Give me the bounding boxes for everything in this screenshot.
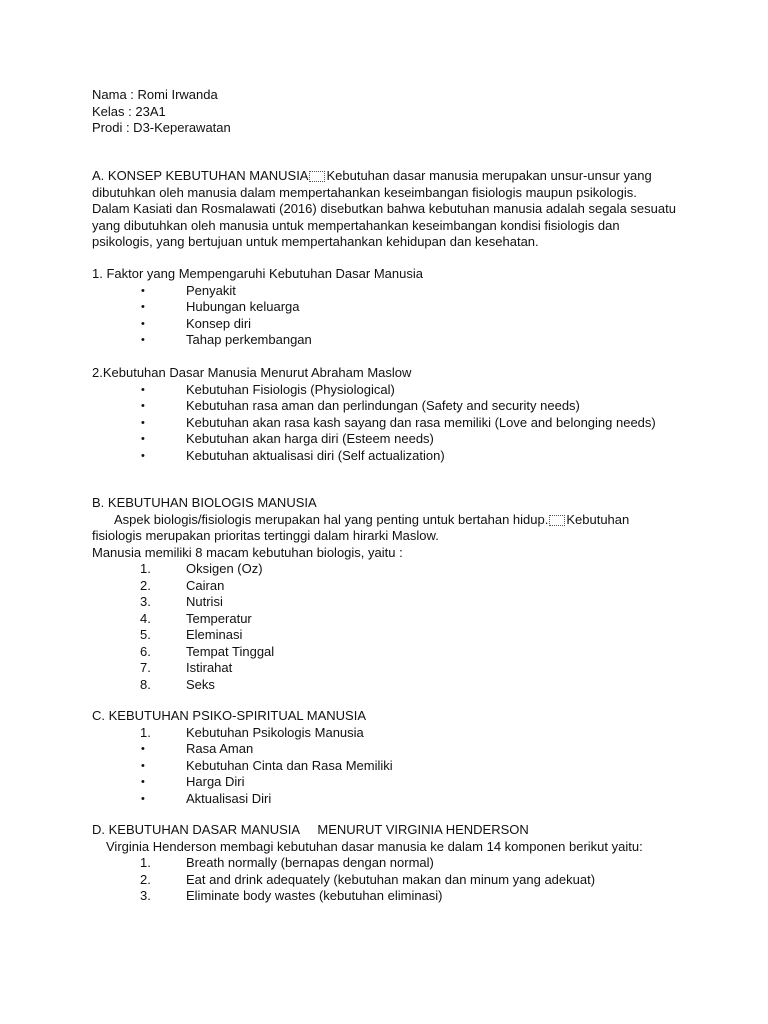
section-b <box>92 495 692 693</box>
list-number: 1. <box>140 724 151 740</box>
faktor-title: 1. Faktor yang Mempengaruhi Kebutuhan Dasar Manusia <box>92 266 423 281</box>
list-item <box>92 855 692 872</box>
bullet-icon: • <box>141 759 145 772</box>
section-a-line: Dalam Kasiati dan Rosmalawati (2016) disebutkan bahwa kebutuhan manusia adalah segala sesuatu <box>92 201 676 216</box>
bullet-icon: • <box>141 400 145 412</box>
section-b-heading: B. KEBUTUHAN BIOLOGIS MANUSIA <box>92 495 317 510</box>
bullet-icon: • <box>141 301 145 313</box>
list-item-text: Nutrisi <box>186 594 223 609</box>
list-number: 2. <box>140 577 151 593</box>
bullet-icon: • <box>141 284 145 297</box>
faktor-section <box>92 266 692 349</box>
list-item-text: Kebutuhan aktualisasi diri (Self actualization) <box>186 447 445 463</box>
list-number: 1. <box>140 855 151 870</box>
bullet-icon: • <box>141 334 145 346</box>
bullet-icon: • <box>141 433 145 445</box>
list-item <box>92 677 692 694</box>
list-item-text: Kebutuhan akan rasa kash sayang dan rasa memiliki (Love and belonging needs) <box>186 414 656 430</box>
bullet-icon: • <box>141 776 145 788</box>
list-item-text: Rasa Aman <box>186 741 254 756</box>
list-item <box>92 561 692 578</box>
section-a-line: dibutuhkan oleh manusia dalam mempertahankan keseimbangan fisiologis maupun psikologis. <box>92 184 637 200</box>
list-number: 3. <box>140 594 151 609</box>
list-item-text: Eleminasi <box>186 627 243 642</box>
list-item-text: Eliminate body wastes (kebutuhan eliminasi) <box>186 888 443 903</box>
list-item <box>92 725 692 742</box>
list-item <box>92 415 692 432</box>
list-item-text: Harga Diri <box>186 774 245 789</box>
list-item-text: Istirahat <box>186 660 233 675</box>
list-item-text: Konsep diri <box>186 315 252 331</box>
list-item <box>92 660 692 677</box>
list-item-text: Kebutuhan Psikologis Manusia <box>186 724 364 740</box>
list-item-text: Penyakit <box>186 282 236 298</box>
bullet-icon: • <box>141 792 145 805</box>
list-number: 3. <box>140 888 151 903</box>
list-item-text: Tahap perkembangan <box>186 332 312 347</box>
section-a-first-line <box>92 168 692 185</box>
list-item <box>92 398 692 415</box>
list-item <box>92 758 692 775</box>
list-item-text: Hubungan keluarga <box>186 299 300 314</box>
list-number: 2. <box>140 871 151 887</box>
list-item-text: Kebutuhan Fisiologis (Physiological) <box>186 381 395 397</box>
section-d <box>92 822 692 905</box>
section-b-intro: Manusia memiliki 8 macam kebutuhan biologis, yaitu : <box>92 544 403 560</box>
bullet-icon: • <box>141 743 145 755</box>
list-item-text: Seks <box>186 676 215 692</box>
list-item-text: Eat and drink adequately (kebutuhan makan dan minum yang adekuat) <box>186 871 596 887</box>
list-item <box>92 644 692 661</box>
student-name: Nama : Romi Irwanda <box>92 87 218 102</box>
separator-glyph-icon <box>309 171 325 182</box>
bullet-icon: • <box>141 416 145 429</box>
list-item <box>92 382 692 399</box>
section-a-heading: A. KONSEP KEBUTUHAN MANUSIA <box>92 168 309 183</box>
list-number: 5. <box>140 627 151 642</box>
list-number: 1. <box>140 561 151 576</box>
section-a-line: Kebutuhan dasar manusia merupakan unsur-unsur yang <box>326 168 652 183</box>
section-d-heading: D. KEBUTUHAN DASAR MANUSIA MENURUT VIRGINIA HENDERSON <box>92 822 529 837</box>
bullet-icon: • <box>141 383 145 396</box>
section-a <box>92 168 692 251</box>
list-item-text: Breath normally (bernapas dengan normal) <box>186 855 434 870</box>
list-item <box>92 578 692 595</box>
list-item <box>92 448 692 465</box>
list-item <box>92 431 692 448</box>
list-item-text: Kebutuhan rasa aman dan perlindungan (Safety and security needs) <box>186 398 580 413</box>
list-item <box>92 316 692 333</box>
student-info <box>92 87 692 137</box>
list-item-text: Oksigen (Oz) <box>186 561 263 576</box>
list-item-text: Kebutuhan akan harga diri (Esteem needs) <box>186 431 434 446</box>
list-number: 8. <box>140 676 151 692</box>
list-item-text: Tempat Tinggal <box>186 643 275 659</box>
section-a-line: psikologis, yang bertujuan untuk mempertahankan kehidupan dan kesehatan. <box>92 234 539 249</box>
list-item <box>92 594 692 611</box>
separator-glyph-icon <box>549 515 565 526</box>
list-item <box>92 872 692 889</box>
bullet-icon: • <box>141 449 145 462</box>
list-item-text: Aktualisasi Diri <box>186 790 272 806</box>
section-b-text: Kebutuhan <box>566 511 630 527</box>
maslow-section <box>92 365 692 464</box>
section-b-paragraph-line: fisiologis merupakan prioritas tertinggi dalam hirarki Maslow. <box>92 528 439 543</box>
section-d-intro: Virginia Henderson membagi kebutuhan dasar manusia ke dalam 14 komponen berikut yaitu: <box>106 838 643 854</box>
list-item <box>92 741 692 758</box>
list-number: 7. <box>140 660 151 675</box>
list-item <box>92 332 692 349</box>
maslow-title: 2.Kebutuhan Dasar Manusia Menurut Abraham Maslow <box>92 365 412 380</box>
student-class: Kelas : 23A1 <box>92 103 166 119</box>
list-item <box>92 888 692 905</box>
list-item <box>92 283 692 300</box>
section-b-text: Aspek biologis/fisiologis merupakan hal yang penting untuk bertahan hidup. <box>114 511 549 527</box>
section-b-paragraph-line <box>92 512 692 529</box>
list-item-text: Kebutuhan Cinta dan Rasa Memiliki <box>186 757 393 773</box>
list-item-text: Temperatur <box>186 610 252 626</box>
list-item <box>92 299 692 316</box>
study-program: Prodi : D3-Keperawatan <box>92 120 231 135</box>
list-item <box>92 791 692 808</box>
list-item <box>92 774 692 791</box>
bullet-icon: • <box>141 317 145 330</box>
section-c-heading: C. KEBUTUHAN PSIKO-SPIRITUAL MANUSIA <box>92 708 367 723</box>
list-item-text: Cairan <box>186 577 225 593</box>
list-number: 6. <box>140 643 151 659</box>
list-number: 4. <box>140 610 151 626</box>
list-item <box>92 611 692 628</box>
list-item <box>92 627 692 644</box>
section-a-line: yang dibutuhkan oleh manusia untuk mempertahankan keseimbangan kondisi fisiologis dan <box>92 217 620 233</box>
section-c <box>92 708 692 807</box>
